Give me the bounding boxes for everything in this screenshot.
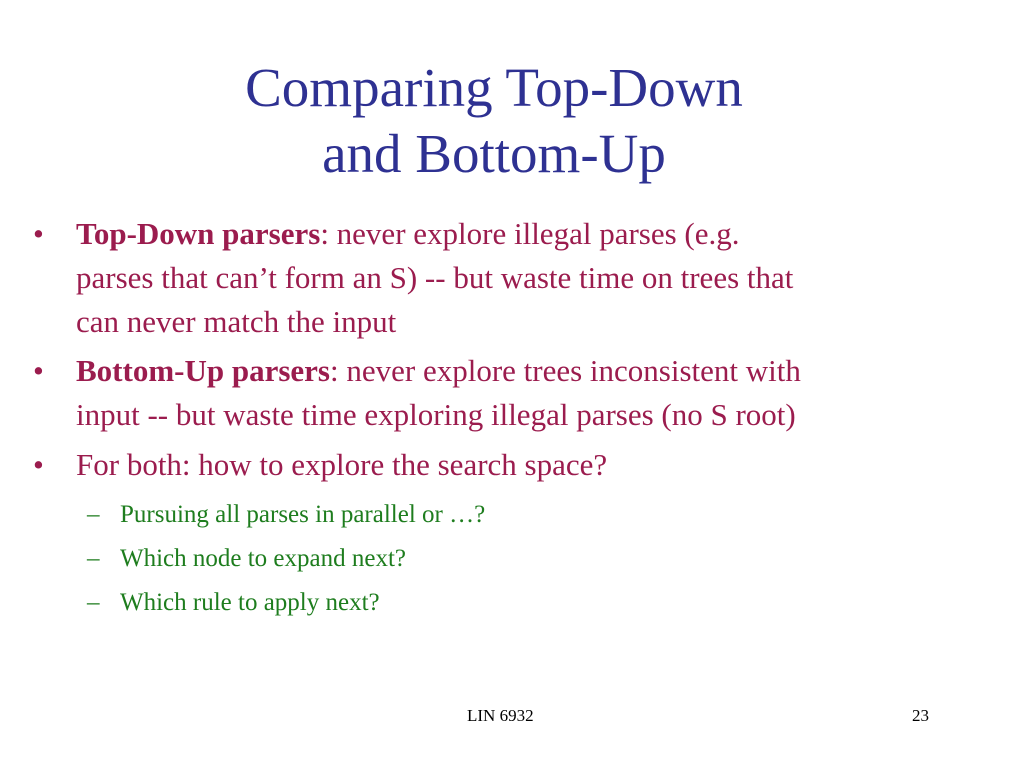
bullet-line-1: : never explore trees inconsistent with: [330, 353, 801, 388]
footer-page-number: 23: [912, 706, 929, 725]
sub-bullet-text: Which node to expand next?: [120, 545, 407, 572]
bullet-text: [76, 349, 1014, 437]
bullet-text: [76, 212, 1014, 344]
sub-bullet-marker: –: [87, 589, 100, 616]
bullet-marker: •: [33, 447, 44, 482]
bullet-top-down: [29, 212, 1014, 344]
bullet-bottom-up: [29, 349, 1014, 437]
sub-bullet-text: Which rule to apply next?: [120, 589, 380, 616]
bullet-text: [76, 443, 1014, 487]
bullet-marker: •: [33, 353, 44, 388]
bullet-marker: •: [33, 216, 44, 251]
sub-bullet-marker: –: [87, 545, 100, 572]
bullet-line-3: can never match the input: [76, 304, 397, 339]
bullet-term-top-down: Top-Down parsers: [76, 216, 321, 251]
bullet-line-2: parses that can’t form an S) -- but waste time on trees that: [76, 260, 794, 295]
slide-title-line-2: and Bottom-Up: [322, 123, 666, 184]
bullet-line-1: For both: how to explore the search space?: [76, 447, 608, 482]
sub-bullet-node: [87, 542, 987, 576]
bullet-line-2: input -- but waste time exploring illegal parses (no S root): [76, 397, 796, 432]
sub-bullet-parallel: [87, 498, 987, 532]
bullet-term-bottom-up: Bottom-Up parsers: [76, 353, 330, 388]
slide-title-line-1: Comparing Top-Down: [245, 57, 743, 118]
bullet-line-1: : never explore illegal parses (e.g.: [320, 216, 740, 251]
sub-bullet-text: Pursuing all parses in parallel or …?: [120, 501, 486, 528]
bullet-for-both: [29, 443, 1014, 487]
footer-course: LIN 6932: [467, 706, 534, 725]
sub-bullet-rule: [87, 586, 987, 620]
sub-bullet-marker: –: [87, 501, 100, 528]
